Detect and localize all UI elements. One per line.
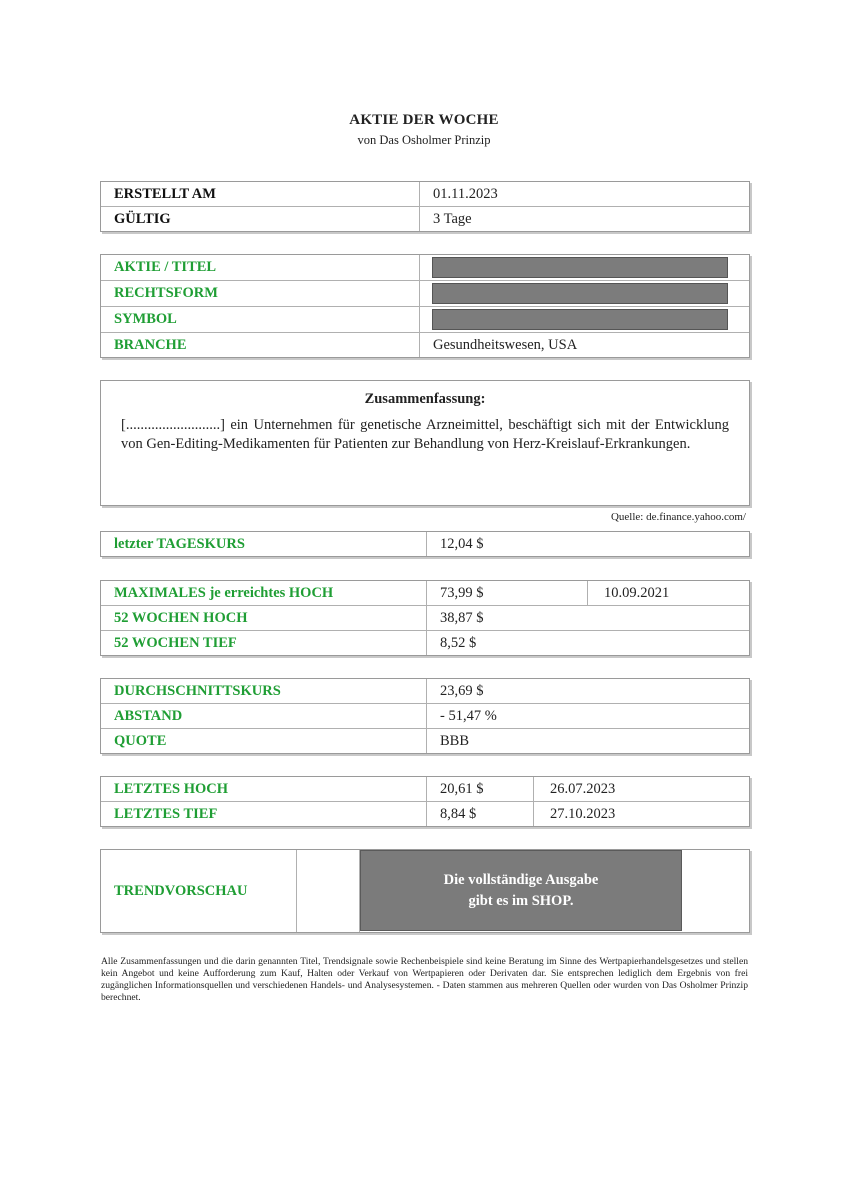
w52-low-row: [101, 631, 749, 655]
shop-line-2: gibt es im SHOP.: [468, 892, 574, 909]
avg-value: 23,69 $: [440, 682, 484, 699]
rating-label: QUOTE: [101, 729, 427, 753]
meta-table: [100, 181, 750, 232]
symbol-row: [101, 307, 749, 333]
shop-line-1: Die vollständige Ausgabe: [443, 871, 599, 888]
max-high-row: [101, 581, 749, 606]
daily-value: 12,04 $: [440, 535, 484, 552]
source-note: Quelle: de.finance.yahoo.com/: [610, 511, 746, 523]
created-value: 01.11.2023: [433, 185, 498, 202]
average-table: [100, 678, 750, 754]
last-low-label: LETZTES TIEF: [101, 802, 427, 826]
legal-form-label: RECHTSFORM: [101, 281, 420, 306]
rating-row: [101, 729, 749, 753]
title-label: AKTIE / TITEL: [101, 255, 420, 280]
sector-row: [101, 333, 749, 357]
document-subtitle: von Das Osholmer Prinzip: [357, 133, 491, 147]
avg-row: [101, 679, 749, 704]
daily-row: [101, 532, 749, 556]
symbol-label: SYMBOL: [101, 307, 420, 332]
max-high-date: 10.09.2021: [604, 584, 670, 601]
created-label: ERSTELLT AM: [101, 182, 420, 206]
document-title: AKTIE DER WOCHE: [349, 112, 499, 128]
w52-low-label: 52 WOCHEN TIEF: [101, 631, 427, 655]
last-high-label: LETZTES HOCH: [101, 777, 427, 801]
w52-high-value: 38,87 $: [440, 609, 484, 626]
w52-low-value: 8,52 $: [440, 634, 477, 651]
max-high-label: MAXIMALES je erreichtes HOCH: [101, 581, 427, 605]
valid-value: 3 Tage: [433, 210, 472, 227]
redacted-legal-form: [432, 283, 728, 304]
distance-row: [101, 704, 749, 729]
created-row: [101, 182, 749, 207]
valid-label: GÜLTIG: [101, 207, 420, 231]
highs-table: [100, 580, 750, 656]
daily-price-table: [100, 531, 750, 557]
sector-label: BRANCHE: [101, 333, 420, 357]
last-high-date: 26.07.2023: [550, 780, 616, 797]
recent-table: [100, 776, 750, 827]
max-high-value: 73,99 $: [427, 581, 588, 605]
title-row: [101, 255, 749, 281]
summary-box: [100, 380, 750, 506]
distance-label: ABSTAND: [101, 704, 427, 728]
w52-high-label: 52 WOCHEN HOCH: [101, 606, 427, 630]
last-low-row: [101, 802, 749, 826]
legal-form-row: [101, 281, 749, 307]
valid-row: [101, 207, 749, 231]
daily-label: letzter TAGESKURS: [101, 532, 427, 556]
last-high-row: [101, 777, 749, 802]
redacted-symbol: [432, 309, 728, 330]
last-low-date: 27.10.2023: [550, 805, 616, 822]
rating-value: BBB: [440, 732, 470, 749]
redacted-title: [432, 257, 728, 278]
trend-label: TRENDVORSCHAU: [101, 850, 297, 932]
distance-value: - 51,47 %: [440, 707, 497, 724]
last-high-value: 20,61 $: [427, 777, 534, 801]
sector-value: Gesundheitswesen, USA: [433, 336, 578, 353]
stock-table: [100, 254, 750, 358]
avg-label: DURCHSCHNITTSKURS: [101, 679, 427, 703]
summary-text: [..........................] ein Unternehmen für genetische Arzneimittel, beschäftigt sich mit der Entwicklung von Gen-Editing-Medikamenten für Patienten zur Behandlung von Herz-Kreislauf-Erkrankungen.: [121, 417, 729, 452]
w52-high-row: [101, 606, 749, 631]
last-low-value: 8,84 $: [427, 802, 534, 826]
summary-heading: Zusammenfassung:: [364, 391, 486, 407]
disclaimer-text: Alle Zusammenfassungen und die darin genannten Titel, Trendsignale sowie Rechenbeispiele sind keine Beratung im Sinne des Wertpapierhandelsgesetzes und stellen kein Angebot und keine Aufforderung zum Kauf, Halten oder Verkauf von Wertpapieren oder Derivaten dar. Sie entsprechen lediglich dem Ergebnis von frei zugänglichen Informationsquellen und verschiedenen Handels- und Analysesystemen. - Daten stammen aus mehreren Quellen oder wurden von Das Osholmer Prinzip berechnet.: [101, 956, 748, 1003]
shop-banner[interactable]: [360, 850, 682, 931]
